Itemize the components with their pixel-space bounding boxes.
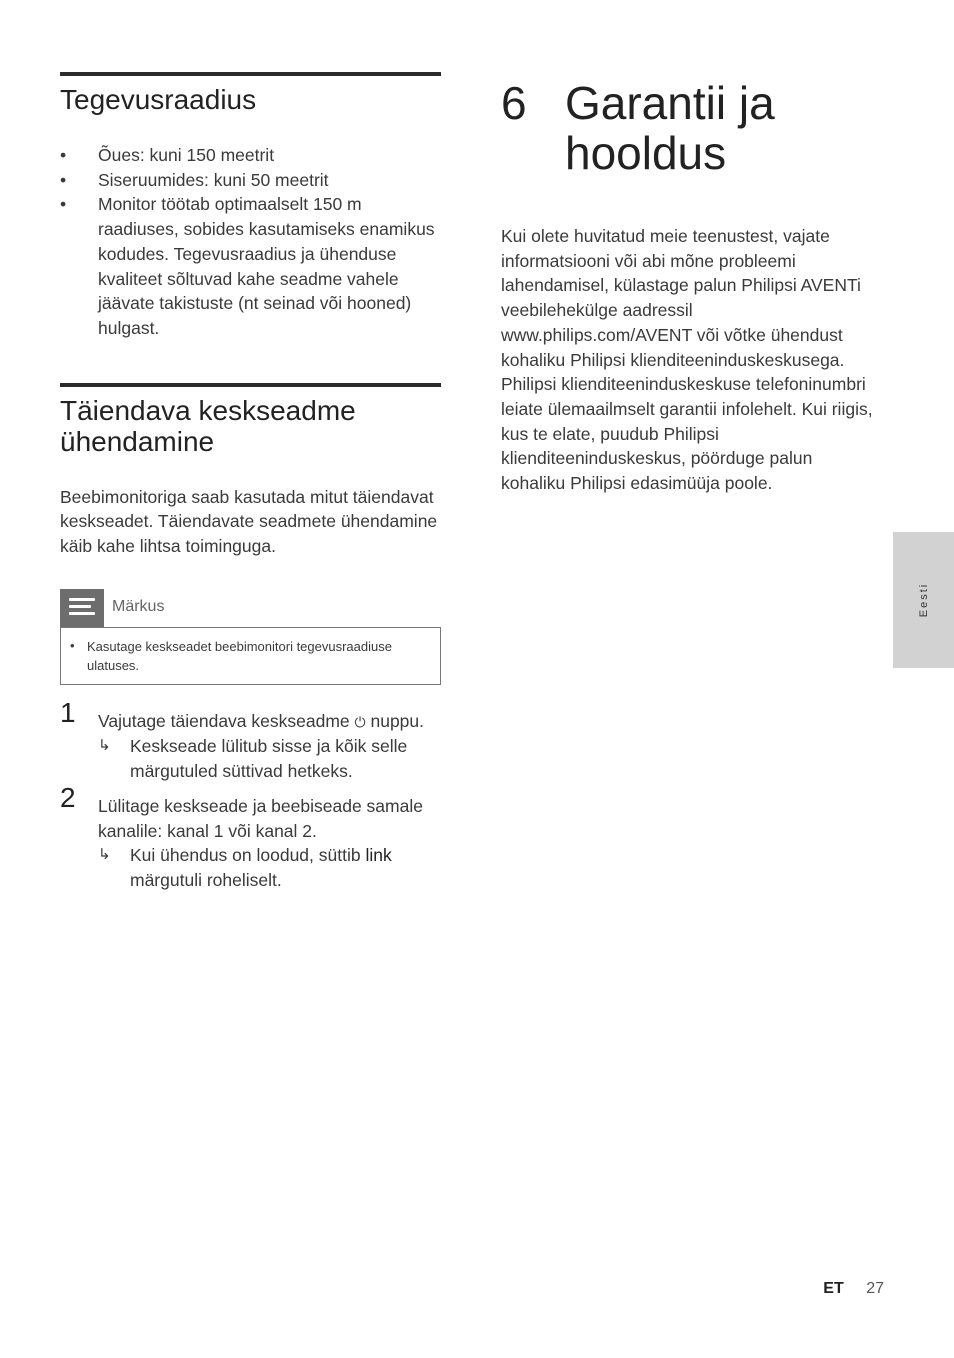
bullet-icon: •: [70, 637, 75, 653]
note-lines-icon: [60, 589, 104, 627]
list-item: • Monitor töötab optimaalselt 150 m raadiuses, sobides kasutamiseks enamikus kodudes. Tegevusraadius ja ühenduse kvaliteet sõltuvad kahe seadme vahele jäävate takistuste (nt seinad või hooned) hulgast.: [60, 194, 435, 338]
step-2: [60, 781, 441, 893]
link-label: link: [365, 845, 392, 866]
step-result: ↳ Keskseade lülitub sisse ja kõik selle märgutuled süttivad hetkeks.: [98, 736, 408, 782]
result-arrow-icon: ↳: [98, 737, 111, 755]
bullet-icon: •: [60, 194, 67, 215]
right-column: [501, 78, 881, 513]
step-number: 2: [60, 781, 76, 813]
step-1: [60, 696, 441, 784]
side-tab-label: Eesti: [917, 582, 930, 618]
footer-language: ET: [823, 1280, 844, 1297]
section-rule: [60, 383, 441, 387]
step-result: ↳ Kui ühendus on loodud, süttib link märgutuli roheliselt.: [98, 845, 392, 890]
bullet-icon: •: [60, 145, 67, 165]
step-text: Vajutage täiendava keskseadme ⏻ nuppu.: [98, 710, 425, 731]
range-bullet-list: [60, 143, 441, 341]
bullet-icon: •: [60, 169, 67, 190]
warranty-paragraph: Kui olete huvitatud meie teenustest, vajate informatsiooni või abi mõne probleemi lahendamisel, külastage palun Philipsi AVENTi veebilehekülge aadressil www.philips.com/AVENT või võtke ühendust kohaliku Philipsi klienditeeninduskeskusega. Philipsi klienditeeninduskeskuse telefoninumbri leiate ülemaailmselt garantii infolehelt. Kui riigis, kus te elate, puudub Philipsi klienditeeninduskeskus, pöörduge palun kohaliku Philipsi edasimüüja poole.: [501, 226, 873, 494]
section-rule: [60, 72, 441, 76]
result-arrow-icon: ↳: [98, 846, 111, 864]
list-item: • Õues: kuni 150 meetrit: [60, 143, 441, 168]
step-text: Lülitage keskseade ja beebiseade samale kanalile: kanal 1 või kanal 2.: [98, 795, 423, 841]
note-header: [60, 589, 441, 627]
list-item: • Siseruumides: kuni 50 meetrit: [60, 168, 441, 193]
page-number: 27: [866, 1280, 884, 1297]
language-side-tab: [893, 532, 954, 668]
page-footer: [823, 1280, 884, 1298]
chapter-heading: [501, 78, 881, 182]
steps-list: [60, 696, 441, 893]
section-title-connect: Täiendava keskseadme ühendamine: [60, 394, 356, 457]
note-box: [60, 627, 441, 685]
note-label: Märkus: [112, 597, 165, 615]
power-icon: ⏻: [354, 713, 366, 730]
chapter-number: 6: [501, 77, 527, 129]
step-number: 1: [60, 696, 76, 728]
left-column: [60, 72, 441, 903]
section-title-range: Tegevusraadius: [60, 84, 257, 115]
chapter-title: Garantii ja hooldus: [565, 77, 775, 179]
note-text: Kasutage keskseadet beebimonitori tegevusraadiuse ulatuses.: [87, 638, 392, 673]
connect-intro: Beebimonitoriga saab kasutada mitut täiendavat keskseadet. Täiendavate seadmete ühendamine käib kahe lihtsa toiminguga.: [60, 486, 438, 557]
